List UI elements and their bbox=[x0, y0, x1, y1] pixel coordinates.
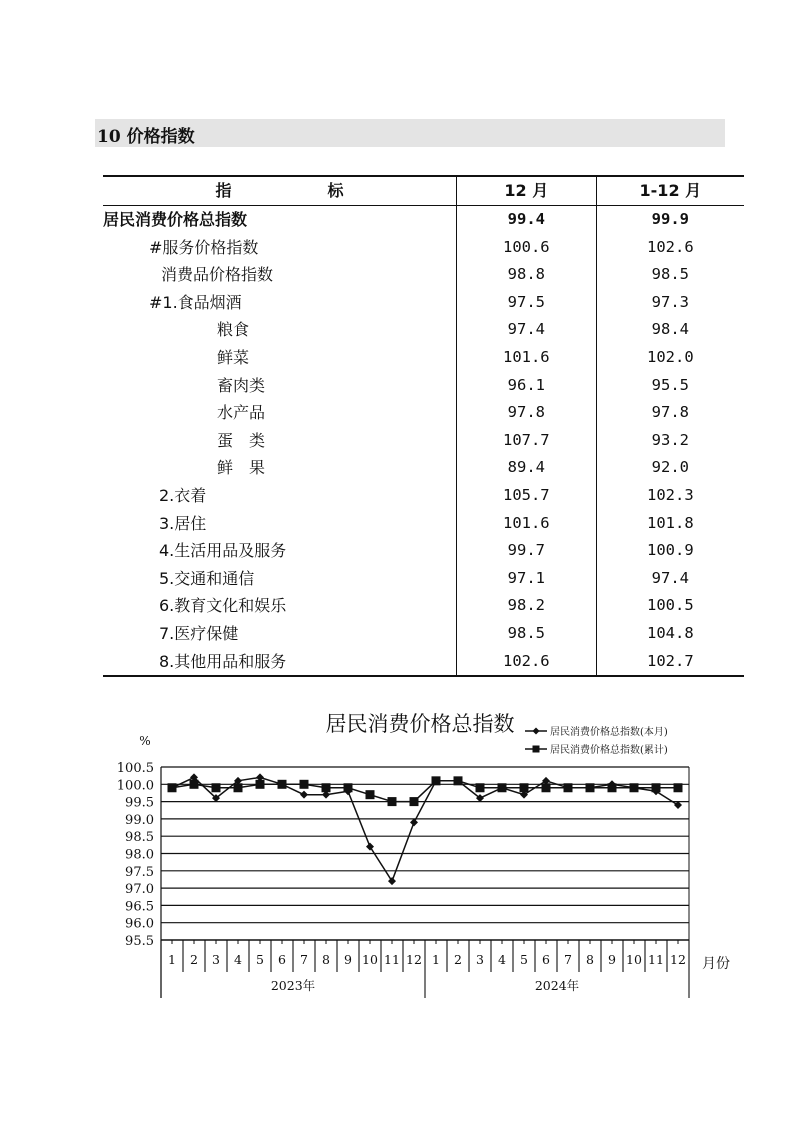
row-cumulative-value: 97.8 bbox=[596, 399, 744, 427]
data-point-cumulative bbox=[630, 783, 639, 792]
row-cumulative-value: 98.4 bbox=[596, 316, 744, 344]
row-cumulative-value: 101.8 bbox=[596, 510, 744, 538]
row-cumulative-value: 97.4 bbox=[596, 565, 744, 593]
row-month-value: 107.7 bbox=[456, 427, 596, 455]
header-indicator-char-a: 指 bbox=[215, 181, 232, 201]
x-tick-label: 11 bbox=[648, 952, 664, 967]
data-point-cumulative bbox=[476, 783, 485, 792]
row-label: 居民消费价格总指数 bbox=[103, 210, 248, 229]
x-tick-label: 1 bbox=[168, 952, 176, 967]
x-tick-label: 2 bbox=[190, 952, 198, 967]
data-point-cumulative bbox=[366, 790, 375, 799]
y-tick-label: 97.0 bbox=[125, 882, 154, 898]
x-tick-label: 7 bbox=[300, 952, 308, 967]
row-month-value: 102.6 bbox=[456, 648, 596, 677]
row-cumulative-value: 102.0 bbox=[596, 344, 744, 372]
data-point-monthly bbox=[410, 818, 418, 826]
legend-diamond-icon bbox=[533, 728, 540, 735]
data-point-monthly bbox=[300, 791, 308, 799]
row-label: 水产品 bbox=[217, 403, 266, 423]
series-line-diamond bbox=[172, 777, 678, 881]
row-label: 6.教育文化和娱乐 bbox=[159, 596, 287, 616]
row-cumulative-value: 100.9 bbox=[596, 537, 744, 565]
row-month-value: 100.6 bbox=[456, 234, 596, 262]
row-cumulative-value: 93.2 bbox=[596, 427, 744, 455]
x-tick-label: 7 bbox=[564, 952, 572, 967]
data-point-cumulative bbox=[234, 783, 243, 792]
x-axis bbox=[161, 940, 689, 998]
x-tick-label: 10 bbox=[362, 952, 378, 967]
data-point-cumulative bbox=[300, 780, 309, 789]
row-label: 鲜 果 bbox=[217, 458, 266, 478]
x-tick-label: 8 bbox=[322, 952, 330, 967]
row-month-value: 97.4 bbox=[456, 316, 596, 344]
row-label: 鲜菜 bbox=[217, 347, 250, 367]
x-tick-label: 4 bbox=[234, 952, 242, 967]
x-tick-label: 6 bbox=[278, 952, 286, 967]
x-tick-label: 4 bbox=[498, 952, 506, 967]
row-label: 粮食 bbox=[217, 320, 250, 340]
data-point-cumulative bbox=[278, 780, 287, 789]
row-cumulative-value: 97.3 bbox=[596, 289, 744, 317]
row-label: 3.居住 bbox=[159, 513, 207, 533]
x-tick-label: 10 bbox=[626, 952, 642, 967]
data-point-cumulative bbox=[454, 776, 463, 785]
header-cumulative: 1-12 月 bbox=[596, 176, 744, 206]
data-point-cumulative bbox=[322, 783, 331, 792]
x-tick-label: 5 bbox=[256, 952, 264, 967]
row-label: 8.其他用品和服务 bbox=[103, 648, 456, 677]
data-point-cumulative bbox=[212, 783, 221, 792]
data-point-cumulative bbox=[344, 783, 353, 792]
row-month-value: 97.1 bbox=[456, 565, 596, 593]
x-tick-label: 1 bbox=[432, 952, 440, 967]
legend-item-monthly bbox=[525, 725, 668, 738]
x-tick-label: 12 bbox=[406, 952, 422, 967]
y-tick-label: 96.5 bbox=[125, 899, 154, 915]
row-cumulative-value: 104.8 bbox=[596, 620, 744, 648]
row-month-value: 99.7 bbox=[456, 537, 596, 565]
y-tick-label: 98.5 bbox=[125, 830, 154, 846]
x-tick-label: 2 bbox=[454, 952, 462, 967]
row-month-value: 98.5 bbox=[456, 620, 596, 648]
row-label: 4.生活用品及服务 bbox=[159, 541, 287, 561]
row-month-value: 97.5 bbox=[456, 289, 596, 317]
y-axis-unit: % bbox=[139, 734, 151, 748]
data-point-cumulative bbox=[168, 783, 177, 792]
row-month-value: 99.4 bbox=[456, 206, 596, 234]
x-tick-label: 9 bbox=[608, 952, 616, 967]
x-tick-label: 9 bbox=[344, 952, 352, 967]
x-tick-label: 8 bbox=[586, 952, 594, 967]
data-point-cumulative bbox=[388, 797, 397, 806]
y-tick-label: 95.5 bbox=[125, 934, 154, 949]
row-month-value: 96.1 bbox=[456, 372, 596, 400]
y-tick-label: 99.5 bbox=[125, 795, 154, 811]
section-title: 10 价格指数 bbox=[97, 127, 195, 147]
legend-square-icon bbox=[533, 746, 540, 753]
chart-series bbox=[168, 773, 683, 885]
x-tick-label: 3 bbox=[212, 952, 220, 967]
chart-legend bbox=[525, 725, 668, 756]
x-tick-label: 11 bbox=[384, 952, 400, 967]
data-point-cumulative bbox=[608, 783, 617, 792]
x-tick-label: 5 bbox=[520, 952, 528, 967]
x-group-label: 2024年 bbox=[534, 978, 580, 993]
data-point-cumulative bbox=[190, 780, 199, 789]
x-group-label: 2023年 bbox=[270, 978, 316, 993]
chart-title: 居民消费价格总指数 bbox=[325, 712, 515, 736]
y-tick-label: 97.5 bbox=[125, 864, 154, 880]
row-month-value: 98.2 bbox=[456, 592, 596, 620]
data-point-cumulative bbox=[564, 783, 573, 792]
x-tick-label: 3 bbox=[476, 952, 484, 967]
row-label: 畜肉类 bbox=[217, 375, 266, 395]
x-tick-label: 12 bbox=[670, 952, 686, 967]
row-month-value: 105.7 bbox=[456, 482, 596, 510]
header-month: 12 月 bbox=[456, 176, 596, 206]
data-point-cumulative bbox=[674, 783, 683, 792]
row-label: 5.交通和通信 bbox=[159, 568, 255, 588]
row-label: #服务价格指数 bbox=[149, 237, 259, 257]
legend-label-monthly: 居民消费价格总指数(本月) bbox=[550, 727, 668, 738]
row-cumulative-value: 92.0 bbox=[596, 454, 744, 482]
data-point-cumulative bbox=[652, 783, 661, 792]
row-cumulative-value: 102.7 bbox=[596, 648, 744, 677]
row-label: #1.食品烟酒 bbox=[149, 292, 242, 312]
y-tick-label: 100.5 bbox=[116, 761, 154, 776]
row-label: 2.衣着 bbox=[159, 485, 207, 505]
header-indicator-char-b: 标 bbox=[327, 181, 344, 201]
y-tick-label: 96.0 bbox=[125, 916, 154, 932]
row-cumulative-value: 98.5 bbox=[596, 261, 744, 289]
data-point-monthly bbox=[674, 801, 682, 809]
row-month-value: 89.4 bbox=[456, 454, 596, 482]
data-point-cumulative bbox=[410, 797, 419, 806]
row-month-value: 101.6 bbox=[456, 510, 596, 538]
data-point-cumulative bbox=[256, 780, 265, 789]
row-month-value: 101.6 bbox=[456, 344, 596, 372]
row-cumulative-value: 102.3 bbox=[596, 482, 744, 510]
data-point-monthly bbox=[366, 843, 374, 851]
data-point-cumulative bbox=[498, 783, 507, 792]
y-tick-label: 100.0 bbox=[116, 778, 154, 794]
legend-label-cumulative: 居民消费价格总指数(累计) bbox=[550, 745, 668, 756]
row-cumulative-value: 99.9 bbox=[596, 206, 744, 234]
data-point-cumulative bbox=[520, 783, 529, 792]
legend-item-cumulative bbox=[525, 743, 668, 756]
row-month-value: 97.8 bbox=[456, 399, 596, 427]
row-month-value: 98.8 bbox=[456, 261, 596, 289]
x-axis-label: 月份 bbox=[702, 956, 730, 972]
row-cumulative-value: 95.5 bbox=[596, 372, 744, 400]
row-cumulative-value: 102.6 bbox=[596, 234, 744, 262]
y-tick-label: 99.0 bbox=[125, 812, 154, 828]
row-cumulative-value: 100.5 bbox=[596, 592, 744, 620]
data-point-cumulative bbox=[542, 783, 551, 792]
y-tick-label: 98.0 bbox=[125, 847, 154, 863]
data-point-monthly bbox=[388, 877, 396, 885]
data-point-cumulative bbox=[432, 776, 441, 785]
y-axis-ticks bbox=[117, 761, 154, 949]
data-point-cumulative bbox=[586, 783, 595, 792]
row-label: 蛋 类 bbox=[217, 430, 266, 450]
x-tick-label: 6 bbox=[542, 952, 550, 967]
row-label: 7.医疗保健 bbox=[159, 623, 239, 643]
row-label: 消费品价格指数 bbox=[161, 265, 274, 285]
